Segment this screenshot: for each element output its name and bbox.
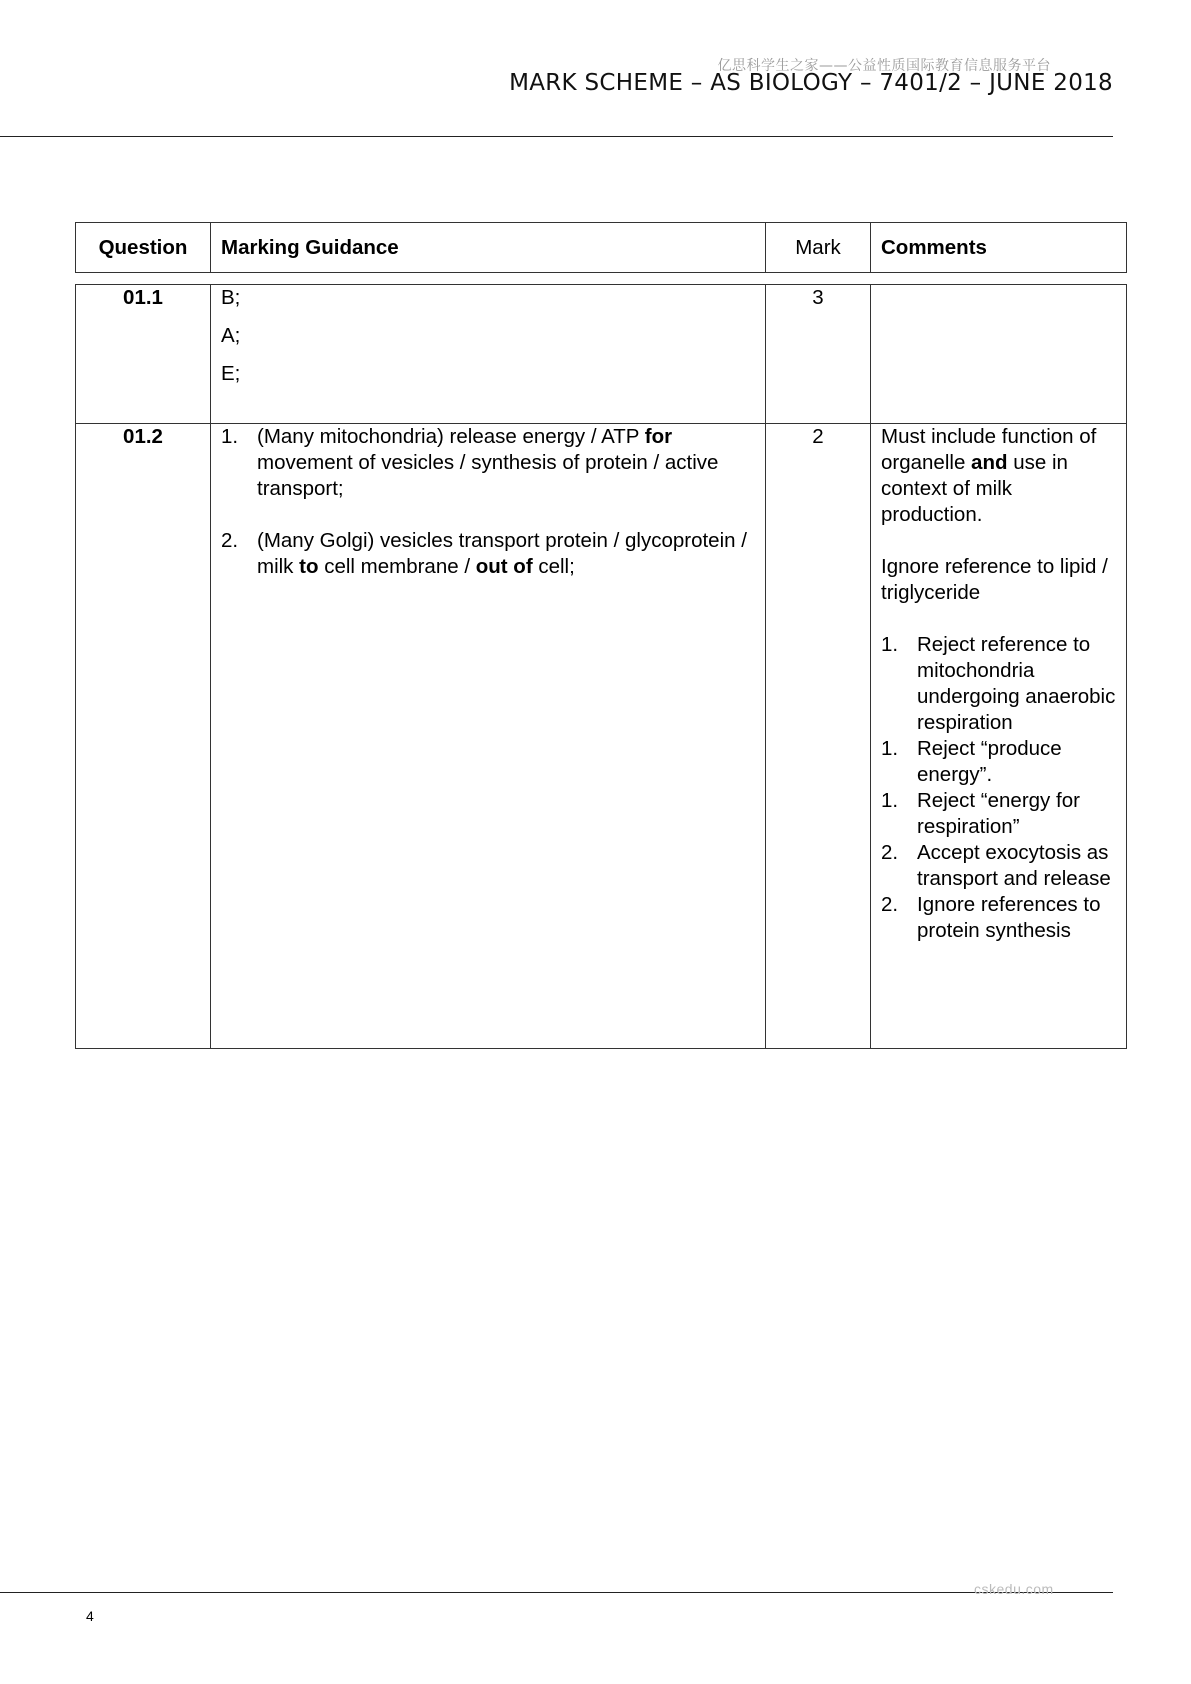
item-number: 2.	[221, 529, 239, 552]
header-rule	[0, 136, 1113, 137]
text-run: (Many mitochondria) release energy / ATP	[257, 425, 645, 448]
item-number: 2.	[881, 841, 899, 864]
answer-line: A;	[221, 324, 241, 347]
list-item	[881, 736, 1116, 788]
question-01-1-table	[75, 284, 1127, 424]
question-number: 01.1	[76, 285, 211, 424]
comment-paragraph	[881, 424, 1116, 528]
answer-line: E;	[221, 362, 241, 385]
header-watermark: 亿思科学生之家——公益性质国际教育信息服务平台	[717, 58, 1051, 74]
bold-run: to	[299, 555, 319, 578]
text-run: cell membrane /	[318, 555, 476, 578]
comments-cell	[871, 285, 1127, 424]
table-header-row	[76, 223, 1127, 273]
text-run: movement of vesicles / synthesis of protein / active transport;	[257, 451, 719, 500]
text-run: (Many Golgi) vesicles transport protein / glycoprotein / milk	[257, 529, 747, 578]
item-text	[257, 528, 755, 580]
comment-paragraph: Ignore reference to lipid / triglyceride	[881, 555, 1108, 604]
item-text: Reject “produce energy”.	[917, 737, 1062, 786]
mark-value: 2	[766, 424, 871, 1049]
footer-rule	[0, 1592, 1113, 1593]
text-run: Must include function of organelle	[881, 425, 1097, 474]
item-number: 1.	[881, 789, 899, 812]
item-text: Accept exocytosis as transport and release	[917, 841, 1111, 890]
list-item	[881, 788, 1116, 840]
mark-value: 3	[766, 285, 871, 424]
answer-line: B;	[221, 286, 241, 309]
list-item	[881, 892, 1116, 944]
item-text	[257, 424, 755, 502]
item-number: 1.	[881, 737, 899, 760]
header-marking-guidance: Marking Guidance	[211, 223, 766, 273]
question-number: 01.2	[76, 424, 211, 1049]
item-text: Reject reference to mitochondria undergoing anaerobic respiration	[917, 633, 1116, 734]
comments-cell	[871, 424, 1127, 1049]
mark-scheme-header-table	[75, 222, 1127, 273]
item-text: Ignore references to protein synthesis	[917, 893, 1101, 942]
item-number: 1.	[221, 425, 239, 448]
list-item	[221, 528, 755, 580]
item-text: Reject “energy for respiration”	[917, 789, 1080, 838]
item-number: 2.	[881, 893, 899, 916]
page-number: 4	[86, 1608, 94, 1624]
bold-run: for	[644, 425, 673, 448]
bold-run: out of	[475, 555, 533, 578]
marking-guidance-cell	[211, 424, 766, 1049]
footer-watermark: cskedu.com	[974, 1581, 1054, 1597]
text-run: cell;	[532, 555, 575, 578]
item-number: 1.	[881, 633, 899, 656]
comment-list	[881, 632, 1116, 944]
table-row	[76, 424, 1127, 1049]
marking-guidance-cell	[211, 285, 766, 424]
list-item	[881, 840, 1116, 892]
header-mark: Mark	[766, 223, 871, 273]
question-01-2-table	[75, 423, 1127, 1049]
header-comments: Comments	[871, 223, 1127, 273]
table-row	[76, 285, 1127, 424]
list-item	[881, 632, 1116, 736]
list-item	[221, 424, 755, 502]
guidance-list	[221, 424, 755, 580]
header-question: Question	[76, 223, 211, 273]
text-run: use in context of milk production.	[881, 451, 1068, 526]
document-title: MARK SCHEME – AS BIOLOGY – 7401/2 – JUNE 2018	[509, 70, 1113, 96]
bold-run: and	[971, 451, 1008, 474]
